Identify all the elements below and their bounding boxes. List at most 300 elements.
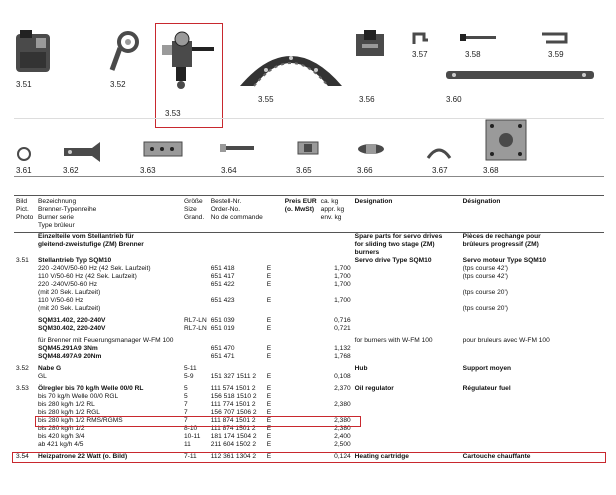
header-line: Grand. xyxy=(184,214,205,221)
header-line: Type brûleur xyxy=(38,222,75,229)
header-line: env. kg xyxy=(320,214,342,221)
cell-size xyxy=(182,265,209,273)
header-line: Pict. xyxy=(16,206,29,213)
cell-weight xyxy=(319,289,353,297)
cell-designation-en: for sliding two stage (ZM) xyxy=(354,241,435,248)
header-line: Brenner-Typenreihe xyxy=(38,206,97,213)
header-designation-fr: Désignation xyxy=(461,196,604,233)
cell-designation-en xyxy=(353,409,461,417)
table-row xyxy=(14,241,604,249)
separator-line xyxy=(14,176,604,177)
cell-picture xyxy=(14,297,36,305)
shaft-icon xyxy=(220,143,256,153)
cell-price xyxy=(283,441,319,449)
cell-order-no: 651 471 xyxy=(210,353,235,360)
cell-code: E xyxy=(266,273,272,280)
header-designation xyxy=(36,196,182,233)
table-row xyxy=(14,433,604,441)
picture-label: 3.56 xyxy=(359,95,375,104)
cell-designation-en: Oil regulator xyxy=(354,385,394,392)
cell-weight: 1,700 xyxy=(334,297,351,304)
cell-size xyxy=(182,273,209,281)
header-line: Bestell-Nr. xyxy=(210,198,242,205)
cell-code xyxy=(265,233,283,242)
cell-designation-en xyxy=(353,317,461,325)
cell-designation-en xyxy=(353,305,461,313)
cell-designation: ab 421 kg/h 4/5 xyxy=(38,441,84,448)
cell-order-no xyxy=(209,365,265,373)
table-row xyxy=(14,273,604,281)
cell-designation: (mit 20 Sek. Laufzeit) xyxy=(38,305,101,312)
cell-picture xyxy=(14,373,36,381)
picture-label: 3.57 xyxy=(412,50,428,59)
picture-label: 3.52 xyxy=(110,80,126,89)
cell-picture: 3.51 xyxy=(16,257,29,264)
ring-icon xyxy=(16,146,32,162)
cell-price xyxy=(283,393,319,401)
cam-segment-icon xyxy=(236,36,346,88)
cell-designation-fr xyxy=(461,345,604,353)
cell-weight xyxy=(319,337,353,345)
cell-price xyxy=(283,289,319,297)
cell-code: E xyxy=(266,345,272,352)
cell-designation-fr xyxy=(461,393,604,401)
cell-weight xyxy=(319,365,353,373)
cell-code: E xyxy=(266,433,272,440)
table-row xyxy=(14,353,604,361)
cell-designation-fr: (tps course 20') xyxy=(462,289,508,296)
cell-size: 5-11 xyxy=(184,365,197,372)
cell-order-no: 651 417 xyxy=(210,273,235,280)
cell-code xyxy=(265,257,283,265)
cell-code: E xyxy=(266,441,272,448)
cell-order-no: 111 874 1501 2 xyxy=(210,417,256,424)
fork-lever-icon xyxy=(62,140,102,164)
header-price xyxy=(283,196,319,233)
cell-weight: 0,108 xyxy=(334,373,351,380)
cell-picture xyxy=(14,393,36,401)
cell-code: E xyxy=(266,401,272,408)
cell-designation-fr xyxy=(461,317,604,325)
cell-picture xyxy=(14,417,36,425)
cell-designation-fr xyxy=(461,425,604,433)
scale-icon xyxy=(426,144,452,160)
cell-designation: bis 280 kg/h 1/2 RMS/RGMS xyxy=(38,417,123,424)
cell-weight: 0,124 xyxy=(334,453,351,460)
cell-designation: SQM45.291A9 3Nm xyxy=(38,345,98,352)
cell-price xyxy=(283,273,319,281)
cell-designation: 220 -240V/50-60 Hz xyxy=(38,281,98,288)
cell-designation-fr xyxy=(461,353,604,361)
table-row xyxy=(14,373,604,381)
table-row xyxy=(14,441,604,449)
cell-designation: SQM30.402, 220-240V xyxy=(38,325,106,332)
cell-size xyxy=(182,233,209,242)
cell-designation: SQM31.402, 220-240V xyxy=(38,317,106,324)
hook-icon xyxy=(410,30,432,48)
picture-label: 3.63 xyxy=(140,166,156,175)
picture-highlight-box xyxy=(155,23,223,128)
cell-code: E xyxy=(266,297,272,304)
cell-weight: 2,370 xyxy=(334,385,351,392)
cell-designation-fr xyxy=(461,433,604,441)
table-row xyxy=(14,393,604,401)
cell-size xyxy=(182,305,209,313)
cell-designation: Einzelteile vom Stellantrieb für xyxy=(38,233,134,240)
cell-weight xyxy=(319,305,353,313)
clip-icon xyxy=(540,30,570,46)
cell-picture: 3.52 xyxy=(16,365,29,372)
flat-bar-icon xyxy=(444,68,596,82)
cell-code: E xyxy=(266,425,272,432)
header-picture xyxy=(14,196,36,233)
cell-designation-en xyxy=(353,353,461,361)
header-weight xyxy=(319,196,353,233)
cell-order-no xyxy=(209,289,265,297)
cell-code: E xyxy=(266,385,272,392)
cell-designation-en xyxy=(353,297,461,305)
cell-designation-fr: Cartouche chauffante xyxy=(462,453,531,460)
cell-price xyxy=(283,297,319,305)
cell-designation-en xyxy=(353,441,461,449)
cell-designation-en: for burners with W-FM 100 xyxy=(354,337,433,344)
cell-designation-fr: Régulateur fuel xyxy=(462,385,511,392)
cell-price xyxy=(283,385,319,393)
table-row xyxy=(14,249,604,257)
crank-lever-icon xyxy=(106,30,140,74)
cell-order-no xyxy=(209,257,265,265)
table-row xyxy=(14,265,604,273)
cell-designation: (mit 20 Sek. Laufzeit) xyxy=(38,289,101,296)
cell-order-no: 112 361 1304 2 xyxy=(210,453,257,460)
cell-weight xyxy=(319,233,353,242)
cell-weight: 2,380 xyxy=(334,425,351,432)
cell-designation: bis 280 kg/h 1/2 RGL xyxy=(38,409,100,416)
cell-weight: 1,700 xyxy=(334,273,351,280)
cell-designation: Nabe G xyxy=(38,365,62,372)
cell-price xyxy=(283,433,319,441)
cell-price xyxy=(283,337,319,345)
cell-picture xyxy=(14,409,36,417)
cell-picture xyxy=(14,233,36,242)
picture-label: 3.61 xyxy=(16,166,32,175)
cell-price xyxy=(283,345,319,353)
cell-designation-en xyxy=(353,281,461,289)
cell-designation-fr xyxy=(461,373,604,381)
cell-designation-fr: Servo moteur Type SQM10 xyxy=(462,257,547,264)
cell-order-no: 181 174 1504 2 xyxy=(210,433,257,440)
cell-designation: SQM48.497A9 20Nm xyxy=(38,353,102,360)
cell-weight: 2,380 xyxy=(334,417,351,424)
cell-code: E xyxy=(266,453,272,460)
cell-designation-fr: (tps course 42') xyxy=(462,265,508,272)
cell-designation: 110 V/50-60 Hz (42 Sek. Laufzeit) xyxy=(38,273,137,280)
cell-code xyxy=(265,289,283,297)
cell-code xyxy=(265,249,283,257)
cell-designation-en xyxy=(353,425,461,433)
cell-designation-en xyxy=(353,433,461,441)
cell-weight: 2,400 xyxy=(334,433,351,440)
cell-weight: 1,768 xyxy=(334,353,351,360)
picture-label: 3.53 xyxy=(165,109,181,118)
cell-size xyxy=(182,249,209,257)
header-line: No de commande xyxy=(210,214,263,221)
cell-designation-fr: Support moyen xyxy=(462,365,512,372)
cell-size xyxy=(182,337,209,345)
cell-weight: 1,132 xyxy=(334,345,351,352)
cell-price xyxy=(283,249,319,257)
table-row xyxy=(14,337,604,345)
cell-picture xyxy=(14,433,36,441)
header-line: (o. MwSt) xyxy=(284,206,315,213)
header-line: Burner serie xyxy=(38,214,74,221)
cell-size: 8-10 xyxy=(184,425,198,432)
cell-code: E xyxy=(266,317,272,324)
cell-picture xyxy=(14,273,36,281)
cell-size xyxy=(182,289,209,297)
cell-size xyxy=(182,297,209,305)
picture-label: 3.62 xyxy=(63,166,79,175)
cell-designation-fr xyxy=(461,281,604,289)
rod-pin-icon xyxy=(460,34,496,42)
cell-price xyxy=(283,401,319,409)
cell-order-no xyxy=(209,233,265,242)
cell-designation-en xyxy=(353,373,461,381)
cell-picture: 3.53 xyxy=(16,385,29,392)
cell-picture xyxy=(14,241,36,249)
cell-order-no xyxy=(209,337,265,345)
cell-code: E xyxy=(266,373,272,380)
cell-size xyxy=(182,345,209,353)
cell-order-no: 651 418 xyxy=(210,265,235,272)
clamp-block-icon xyxy=(354,28,386,58)
cell-picture xyxy=(14,281,36,289)
header-line: Size xyxy=(184,206,197,213)
cell-size: RL7-LN xyxy=(184,317,207,324)
cell-size: 7 xyxy=(184,409,188,416)
picture-label: 3.66 xyxy=(357,166,373,175)
actuator-motor-icon xyxy=(14,28,54,76)
cell-designation-fr: (tps course 20') xyxy=(462,305,508,312)
cell-picture xyxy=(14,317,36,325)
cell-designation: 220 -240V/50-60 Hz (42 Sek. Laufzeit) xyxy=(38,265,151,272)
cell-designation-en xyxy=(353,273,461,281)
cell-designation-fr: Pièces de rechange pour xyxy=(462,233,541,240)
cell-designation: Stellantrieb Typ SQM10 xyxy=(38,257,112,264)
cell-weight: 2,380 xyxy=(334,401,351,408)
cell-designation: bis 70 kg/h Welle 00/0 RGL xyxy=(38,393,119,400)
cell-designation-fr xyxy=(461,441,604,449)
cell-order-no: 651 422 xyxy=(210,281,235,288)
cell-size: 11 xyxy=(184,441,191,448)
cell-order-no xyxy=(209,249,265,257)
table-row xyxy=(14,317,604,325)
picture-label: 3.67 xyxy=(432,166,448,175)
cell-code: E xyxy=(266,265,272,272)
cell-order-no: 111 774 1501 2 xyxy=(210,401,256,408)
picture-label: 3.60 xyxy=(446,95,462,104)
picture-label: 3.68 xyxy=(483,166,499,175)
coupling-icon xyxy=(356,142,386,156)
cell-weight xyxy=(319,249,353,257)
cell-order-no: 111 874 1501 2 xyxy=(210,425,256,432)
cell-designation: Heizpatrone 22 Watt (o. Bild) xyxy=(38,453,128,460)
cell-designation-en: burners xyxy=(354,249,380,256)
cell-designation: Ölregler bis 70 kg/h Welle 00/0 RL xyxy=(38,385,144,392)
cell-code: E xyxy=(266,353,272,360)
cell-picture xyxy=(14,305,36,313)
cell-picture xyxy=(14,289,36,297)
cell-price xyxy=(283,233,319,242)
cell-designation-en xyxy=(353,393,461,401)
cell-designation-fr: brûleurs progressif (ZM) xyxy=(462,241,539,248)
cell-designation: bis 420 kg/h 3/4 xyxy=(38,433,85,440)
cell-weight: 0,721 xyxy=(334,325,351,332)
table-row xyxy=(14,289,604,297)
picture-label: 3.51 xyxy=(16,80,32,89)
cell-designation-en xyxy=(353,265,461,273)
cell-designation-en xyxy=(353,345,461,353)
cell-designation-en xyxy=(353,401,461,409)
cell-weight: 1,700 xyxy=(334,281,351,288)
cell-price xyxy=(283,305,319,313)
cell-price xyxy=(283,325,319,333)
cell-designation-fr xyxy=(461,297,604,305)
cell-size: 5 xyxy=(184,393,188,400)
header-designation-en: Designation xyxy=(353,196,461,233)
header-line: Bezeichnung xyxy=(38,198,77,205)
header-order-no xyxy=(209,196,265,233)
separator-line xyxy=(14,118,604,119)
cell-size: 7 xyxy=(184,401,188,408)
cell-price xyxy=(283,373,319,381)
cell-picture xyxy=(14,249,36,257)
cell-order-no: 651 039 xyxy=(210,317,235,324)
cell-designation-en: Heating cartridge xyxy=(354,453,409,460)
cell-weight xyxy=(319,393,353,401)
cell-size xyxy=(182,257,209,265)
cell-price xyxy=(283,353,319,361)
cell-order-no: 651 423 xyxy=(210,297,235,304)
cell-order-no: 111 574 1501 2 xyxy=(210,385,256,392)
table-row xyxy=(14,281,604,289)
cell-price xyxy=(283,317,319,325)
table-row xyxy=(14,401,604,409)
cell-designation-en: Servo drive Type SQM10 xyxy=(354,257,432,264)
cell-picture xyxy=(14,353,36,361)
cell-weight: 2,500 xyxy=(334,441,351,448)
cell-picture xyxy=(14,401,36,409)
picture-label: 3.58 xyxy=(465,50,481,59)
table-row xyxy=(14,345,604,353)
header-size xyxy=(182,196,209,233)
cell-order-no: 151 327 1511 2 xyxy=(210,373,257,380)
cell-size: RL7-LN xyxy=(184,325,207,332)
cell-designation: bis 280 kg/h 1/2 xyxy=(38,425,85,432)
cell-code: E xyxy=(266,325,272,332)
highlight-box xyxy=(35,416,361,427)
cell-designation-fr xyxy=(461,325,604,333)
cell-picture xyxy=(14,441,36,449)
cell-picture: 3.54 xyxy=(16,453,29,460)
cell-order-no: 156 518 1510 2 xyxy=(210,393,257,400)
cell-designation-fr: pour bruleurs avec W-FM 100 xyxy=(462,337,550,344)
header-line: Order-No. xyxy=(210,206,241,213)
table-row xyxy=(14,305,604,313)
cell-picture xyxy=(14,337,36,345)
table-row xyxy=(14,365,604,373)
cell-designation-en: Hub xyxy=(354,365,368,372)
cell-code: E xyxy=(266,409,272,416)
cell-price xyxy=(283,281,319,289)
cell-picture xyxy=(14,425,36,433)
cell-code: E xyxy=(266,417,272,424)
cell-designation: gleitend-zweistufige (ZM) Brenner xyxy=(38,241,144,248)
highlight-box xyxy=(12,452,606,463)
cell-picture xyxy=(14,345,36,353)
cell-designation-fr xyxy=(461,249,604,257)
cell-designation-en xyxy=(353,325,461,333)
cell-size: 5-9 xyxy=(184,373,194,380)
cell-code xyxy=(265,337,283,345)
cell-designation: GL xyxy=(38,373,47,380)
cell-designation: bis 280 kg/h 1/2 RL xyxy=(38,401,95,408)
cell-code xyxy=(265,241,283,249)
table-row xyxy=(14,257,604,265)
picture-label: 3.65 xyxy=(296,166,312,175)
cell-code: E xyxy=(266,393,272,400)
cell-code xyxy=(265,365,283,373)
cell-order-no xyxy=(209,241,265,249)
perforated-plate-icon xyxy=(142,140,184,158)
picture-label: 3.64 xyxy=(221,166,237,175)
sleeve-icon xyxy=(296,140,320,156)
header-line: ca. kg xyxy=(320,198,339,205)
table-row xyxy=(14,297,604,305)
header-line: Photo xyxy=(16,214,34,221)
cell-price xyxy=(283,241,319,249)
cell-size xyxy=(182,241,209,249)
header-line: appr. kg xyxy=(320,206,345,213)
cell-designation-en xyxy=(353,289,461,297)
picture-label: 3.59 xyxy=(548,50,564,59)
cell-order-no: 651 019 xyxy=(210,325,235,332)
cell-picture xyxy=(14,325,36,333)
table-header xyxy=(14,196,604,233)
cell-designation: 110 V/50-60 Hz xyxy=(38,297,84,304)
header-blank xyxy=(265,196,283,233)
table-row xyxy=(14,385,604,393)
cell-designation xyxy=(36,249,182,257)
cell-designation-fr xyxy=(461,409,604,417)
cell-order-no: 156 707 1506 2 xyxy=(210,409,257,416)
bracket-icon xyxy=(484,118,528,162)
cell-weight xyxy=(319,257,353,265)
cell-picture xyxy=(14,265,36,273)
cell-price xyxy=(283,265,319,273)
header-line: Größe xyxy=(184,198,203,205)
cell-order-no: 651 470 xyxy=(210,345,235,352)
cell-designation-en: Spare parts for servo drives xyxy=(354,233,443,240)
cell-price xyxy=(283,257,319,265)
table-row xyxy=(14,233,604,242)
cell-order-no xyxy=(209,305,265,313)
cell-designation-fr xyxy=(461,417,604,425)
cell-designation-fr: (tps course 42') xyxy=(462,273,508,280)
cell-weight: 0,716 xyxy=(334,317,351,324)
cell-code xyxy=(265,305,283,313)
header-line: Preis EUR xyxy=(284,198,317,205)
